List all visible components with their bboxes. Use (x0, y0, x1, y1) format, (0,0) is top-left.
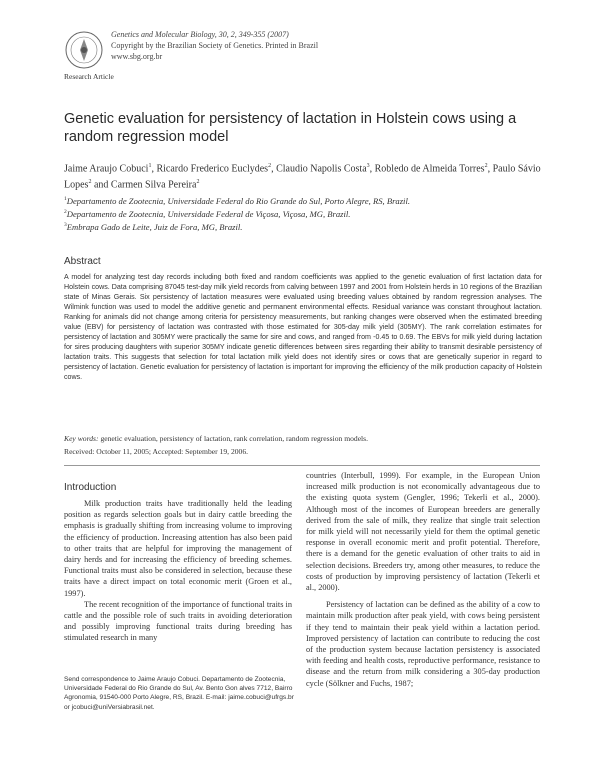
journal-seal-logo (64, 30, 104, 70)
received-dates: Received: October 11, 2005; Accepted: September 19, 2006. (64, 447, 249, 456)
paper-title: Genetic evaluation for persistency of lactation in Holstein cows using a random regression model (64, 111, 517, 145)
author-affiliation-marker: 2 (268, 163, 272, 169)
keywords-label: Key words: (64, 434, 99, 443)
affiliation-marker: 2 (64, 208, 67, 215)
affiliation-text: Embrapa Gado de Leite, Juiz de Fora, MG, Brazil. (66, 221, 243, 232)
affiliation-text: Departamento de Zootecnia, Universidade Federal de Viçosa, Viçosa, MG, Brazil. (66, 208, 351, 219)
author-list (64, 160, 544, 192)
intro-paragraph: Milk production traits have traditionally held the leading position as regards selection goals but in dairy cattle breeding the emphasis is gradually shifting from increasing volume to improving the efficiency of production. Increasing attention has also been paid to other traits that are helpful for improving the management of dairy herds and for increasing the efficiency of breeding schemes. Functional traits must also be considered in selection, because these traits have a direct impact on total economic merit (Groen et al., 1997). (64, 499, 292, 598)
copyright-line: Copyright by the Brazilian Society of Genetics. Printed in Brazil (111, 41, 319, 50)
section-divider (64, 465, 540, 466)
author-name: Ricardo Frederico Euclydes (156, 163, 269, 175)
affiliation-marker: 1 (64, 196, 67, 202)
author-separator: , (151, 163, 157, 175)
correspondence-footnote: Send correspondence to Jaime Araujo Cobuci. Departamento de Zootecnia, Universidade Federal do Rio Grande do Sul, Av. Bento Gon alves 7712, Bairro Agronomia, 91540-000 Porto Alegre, RS, Brazil. E-mail: jaime.cobuci@ufrgs.br or jcobuci@uniVersiabrasil.net. (64, 676, 294, 711)
affiliation-line (64, 194, 544, 207)
author-separator: , (487, 163, 493, 175)
intro-paragraph: The recent recognition of the importance of functional traits in cattle and the possible role of such traits in avoiding deterioration and possibly improving functional traits during breeding has stimulated research in many (64, 599, 292, 643)
author-name: Paulo Sávio Lopes (64, 163, 541, 191)
intro-paragraph: countries (Interbull, 1999). For example, in the European Union increased milk production is not economically advantageous due to the existing quota system (Gengler, 1996; Tekerli et al., 2000). Although most of the incomes of European breeders are generally derived from the sale of milk, they realize that single trait selection for milk yield will not necessarily yield for them the optimal genetic response in overall economic merit and profit potential. Therefore, there is a demand for the genetic evaluation of other traits to aid in selection decisions. Breeders try, among other measures, to reduce the costs of production by improving persistency of lactation (Tekerli et al., 2000). (306, 471, 540, 593)
intro-paragraph: Persistency of lactation can be defined as the ability of a cow to maintain milk production after peak yield, with cows being persistent if they tend to maintain their peak yield within a lactation period. Improved persistency of lactation can contribute to reducing the cost of the production system because lactation persistency is associated with feeding and health costs, reproductive performance, resistance to disease and the return from milk considering a 305-day production cycle (Sölkner and Fuchs, 1987; (306, 600, 540, 688)
introduction-right-column (306, 470, 540, 689)
author-affiliation-marker: 2 (196, 178, 200, 185)
author-affiliation-marker: 1 (148, 163, 152, 169)
keywords (64, 434, 542, 443)
affiliation-marker: 3 (64, 221, 67, 228)
author-name: Robledo de Almeida Torres (374, 163, 485, 175)
author-name: Claudio Napolis Costa (276, 163, 367, 175)
author-separator: , (369, 163, 375, 175)
keywords-text: genetic evaluation, persistency of lactation, rank correlation, random regression models. (100, 434, 369, 443)
article-type-label: Research Article (64, 72, 114, 81)
author-separator: , (271, 163, 277, 175)
author-name: Jaime Araujo Cobuci (64, 163, 149, 175)
author-affiliation-marker: 2 (88, 178, 92, 185)
author-separator: and (91, 179, 111, 191)
author-name: Carmen Silva Pereira (110, 179, 197, 191)
affiliation-text: Departamento de Zootecnia, Universidade Federal do Rio Grande do Sul, Porto Alegre, RS, Brazil. (66, 195, 410, 206)
affiliation-list (64, 194, 544, 233)
introduction-heading: Introduction (64, 482, 117, 493)
introduction-left-column (64, 498, 292, 644)
journal-citation: Genetics and Molecular Biology, 30, 2, 349-355 (2007) (111, 30, 289, 39)
author-affiliation-marker: 3 (366, 163, 370, 169)
journal-url[interactable]: www.sbg.org.br (111, 52, 163, 61)
affiliation-line (64, 207, 544, 220)
affiliation-line (64, 220, 544, 233)
author-affiliation-marker: 2 (484, 163, 488, 169)
abstract-heading: Abstract (64, 256, 101, 267)
abstract-body: A model for analyzing test day records including both fixed and random coefficients was applied to the genetic evaluation of first lactation data for Holstein cows. Data comprising 87045 test-day milk yield records from calving between 1997 and 2001 from Holstein herds in 10 regions of the Brazilian state of Minas Gerais. Six persistency of lactation measures were evaluated using breeding values obtained by random regression analyses. The Wilmink function was used to model the additive genetic and permanent environmental effects. Residual variance was constant throughout lactation. Ranking for animals did not change among criteria for persistency measurements, but ranking changes were observed when the estimated breeding value (EBV) for persistency of lactation was contrasted with those estimated for 305-day milk yield (305MY). The rank correlation estimates for persistency of lactation and 305MY were practically the same for sire and cows, and ranged from -0.45 to 0.69. The EBVs for milk yield during lactation for sires producing daughters with superior 305MY indicate genetic differences between sires regarding their ability to transmit desirable persistency of lactation traits. This suggests that selection for total lactation milk yield does not identify sires or cows that are genetically superior in regard to persistency of lactation. Genetic evaluation for persistency of lactation is important for improving the efficiency of the milk production capacity of Holstein cows. (64, 273, 542, 381)
